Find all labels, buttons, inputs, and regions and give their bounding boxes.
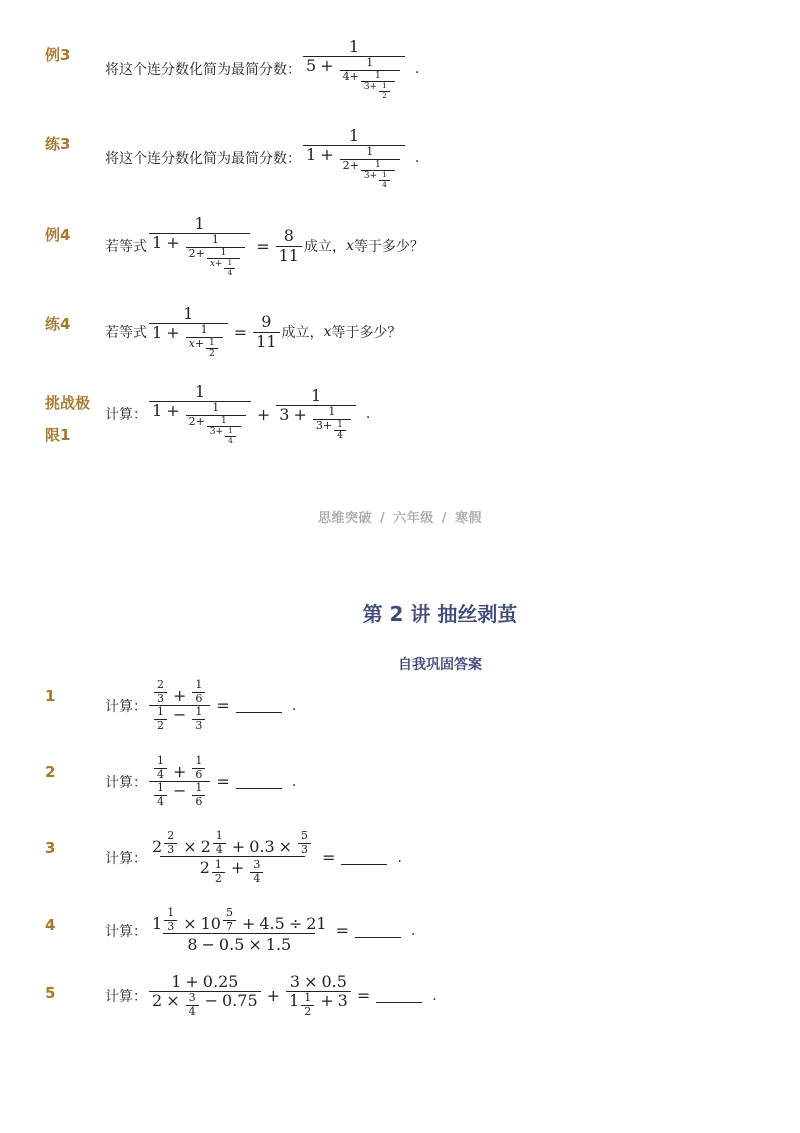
answer-blank[interactable]: [236, 698, 282, 713]
answer-blank[interactable]: [376, 988, 422, 1003]
footer-sep: /: [379, 511, 386, 526]
exercise-3: 计算： 2 $\frac{2}{3}$ × 2 $\frac{1}{4}$ + 0.3 × $\frac{5}{3}$ 2 $\frac{1}{2}$ + $\frac{3}{4}$ = .: [105, 829, 402, 885]
answer-blank[interactable]: [236, 774, 282, 789]
problem-li4: 若等式 1 1 + 1 2+ 1 x + $\frac{1}{4}$ = $\frac{8}{11}$ 成立， x 等于多少？: [105, 214, 424, 277]
problem-prefix: 计算：: [105, 407, 147, 424]
problem-suffix: 成立，: [303, 239, 346, 256]
lecture-title: 第 2 讲 抽丝剥茧: [362, 602, 518, 626]
exercise-4: 计算： 1 $\frac{1}{3}$ × 10 $\frac{5}{7}$ + 4.5 ÷ 21 8 − 0.5 × 1.5 = .: [105, 906, 416, 955]
exercise-prefix: 计算：: [105, 923, 147, 940]
problem-suffix: 成立，: [281, 325, 324, 342]
exercise-number-1: 1: [45, 687, 56, 705]
fraction-a: 1 + 0.25 2 × $\frac{3}{4}$ − 0.75: [149, 973, 261, 1019]
section-subtitle: 自我巩固答案: [398, 657, 482, 673]
exercise-number-4: 4: [45, 916, 56, 934]
problem-question: 等于多少？: [331, 325, 402, 342]
answer-blank[interactable]: [341, 850, 387, 865]
continued-fraction: 1 1 + 1 2+ 1 x + $\frac{1}{4}$: [149, 215, 250, 278]
footer-grade: 六年级: [393, 511, 434, 526]
problem-label-li3: 例3: [45, 46, 71, 64]
page-footer: [0, 507, 800, 526]
problem-lian3: 将这个连分数化简为最简分数： 1 1 + 1 2+ 1 3+ $\frac{1}{4}$ .: [105, 126, 420, 189]
problem-question: 等于多少？: [353, 239, 424, 256]
variable-x: x: [323, 324, 332, 341]
problem-challenge: 计算： 1 1 + 1 2+ 1 3+ $\frac{1}{4}$ + 1 3 + 1 3+ $\frac{1}{4}$ .: [105, 382, 371, 445]
exercise-1: 计算： $\frac{2}{3}$ + $\frac{1}{6}$ $\frac{1}{2}$ − $\frac{1}{3}$ = .: [105, 678, 297, 732]
exercise-number-5: 5: [45, 984, 56, 1002]
exercise-prefix: 计算：: [105, 988, 147, 1005]
exercise-2: 计算： $\frac{1}{4}$ + $\frac{1}{6}$ $\frac{1}{4}$ − $\frac{1}{6}$ = .: [105, 754, 297, 808]
continued-fraction: 1 1 + 1 2+ 1 3+ $\frac{1}{4}$: [303, 127, 405, 190]
compound-fraction: 1 $\frac{1}{3}$ × 10 $\frac{5}{7}$ + 4.5 ÷ 21 8 − 0.5 × 1.5: [152, 906, 327, 955]
continued-fraction: 1 1 + 1 x + $\frac{1}{2}$: [149, 305, 228, 360]
answer-blank[interactable]: [355, 923, 401, 938]
continued-fraction-2: 1 3 + 1 3+ $\frac{1}{4}$: [276, 387, 356, 442]
variable-x: x: [345, 238, 354, 255]
problem-li3: 将这个连分数化简为最简分数： 1 5 + 1 4+ 1 3+ $\frac{1}{2}$ .: [105, 37, 420, 100]
continued-fraction-1: 1 1 + 1 2+ 1 3+ $\frac{1}{4}$: [149, 383, 251, 446]
compound-fraction: 2 $\frac{2}{3}$ × 2 $\frac{1}{4}$ + 0.3 × $\frac{5}{3}$ 2 $\frac{1}{2}$ + $\frac{3}{4}$: [149, 830, 316, 886]
compound-fraction: $\frac{2}{3}$ + $\frac{1}{6}$ $\frac{1}{2}$ − $\frac{1}{3}$: [149, 679, 210, 733]
exercise-prefix: 计算：: [105, 698, 147, 715]
problem-lian4: 若等式 1 1 + 1 x + $\frac{1}{2}$ = $\frac{9}{11}$ 成立， x 等于多少？: [105, 304, 402, 360]
continued-fraction: 1 5 + 1 4+ 1 3+ $\frac{1}{2}$: [303, 38, 405, 101]
problem-label-lian4: 练4: [45, 315, 71, 333]
problem-text: 将这个连分数化简为最简分数：: [105, 151, 301, 168]
problem-prefix: 若等式: [105, 239, 147, 256]
compound-fraction: $\frac{1}{4}$ + $\frac{1}{6}$ $\frac{1}{4}$ − $\frac{1}{6}$: [149, 755, 210, 809]
footer-sep: /: [441, 511, 447, 526]
exercise-prefix: 计算：: [105, 850, 147, 867]
problem-prefix: 若等式: [105, 325, 147, 342]
problem-label-challenge-1: 挑战极: [45, 394, 91, 412]
fraction-9-11: $\frac{9}{11}$: [253, 313, 279, 351]
exercise-number-3: 3: [45, 839, 56, 857]
problem-label-li4: 例4: [45, 226, 71, 244]
footer-book: 思维突破: [317, 511, 372, 526]
fraction-b: 3 × 0.5 1 $\frac{1}{2}$ + 3: [286, 973, 351, 1019]
exercise-5: 计算： 1 + 0.25 2 × $\frac{3}{4}$ − 0.75 + 3 × 0.5 1 $\frac{1}{2}$ + 3 = .: [105, 972, 437, 1019]
fraction-8-11: $\frac{8}{11}$: [276, 227, 302, 265]
problem-text: 将这个连分数化简为最简分数：: [105, 62, 301, 79]
problem-label-lian3: 练3: [45, 135, 71, 153]
problem-label-challenge-2: 限1: [45, 426, 71, 444]
exercise-number-2: 2: [45, 763, 56, 781]
footer-term: 寒假: [455, 511, 483, 526]
exercise-prefix: 计算：: [105, 774, 147, 791]
